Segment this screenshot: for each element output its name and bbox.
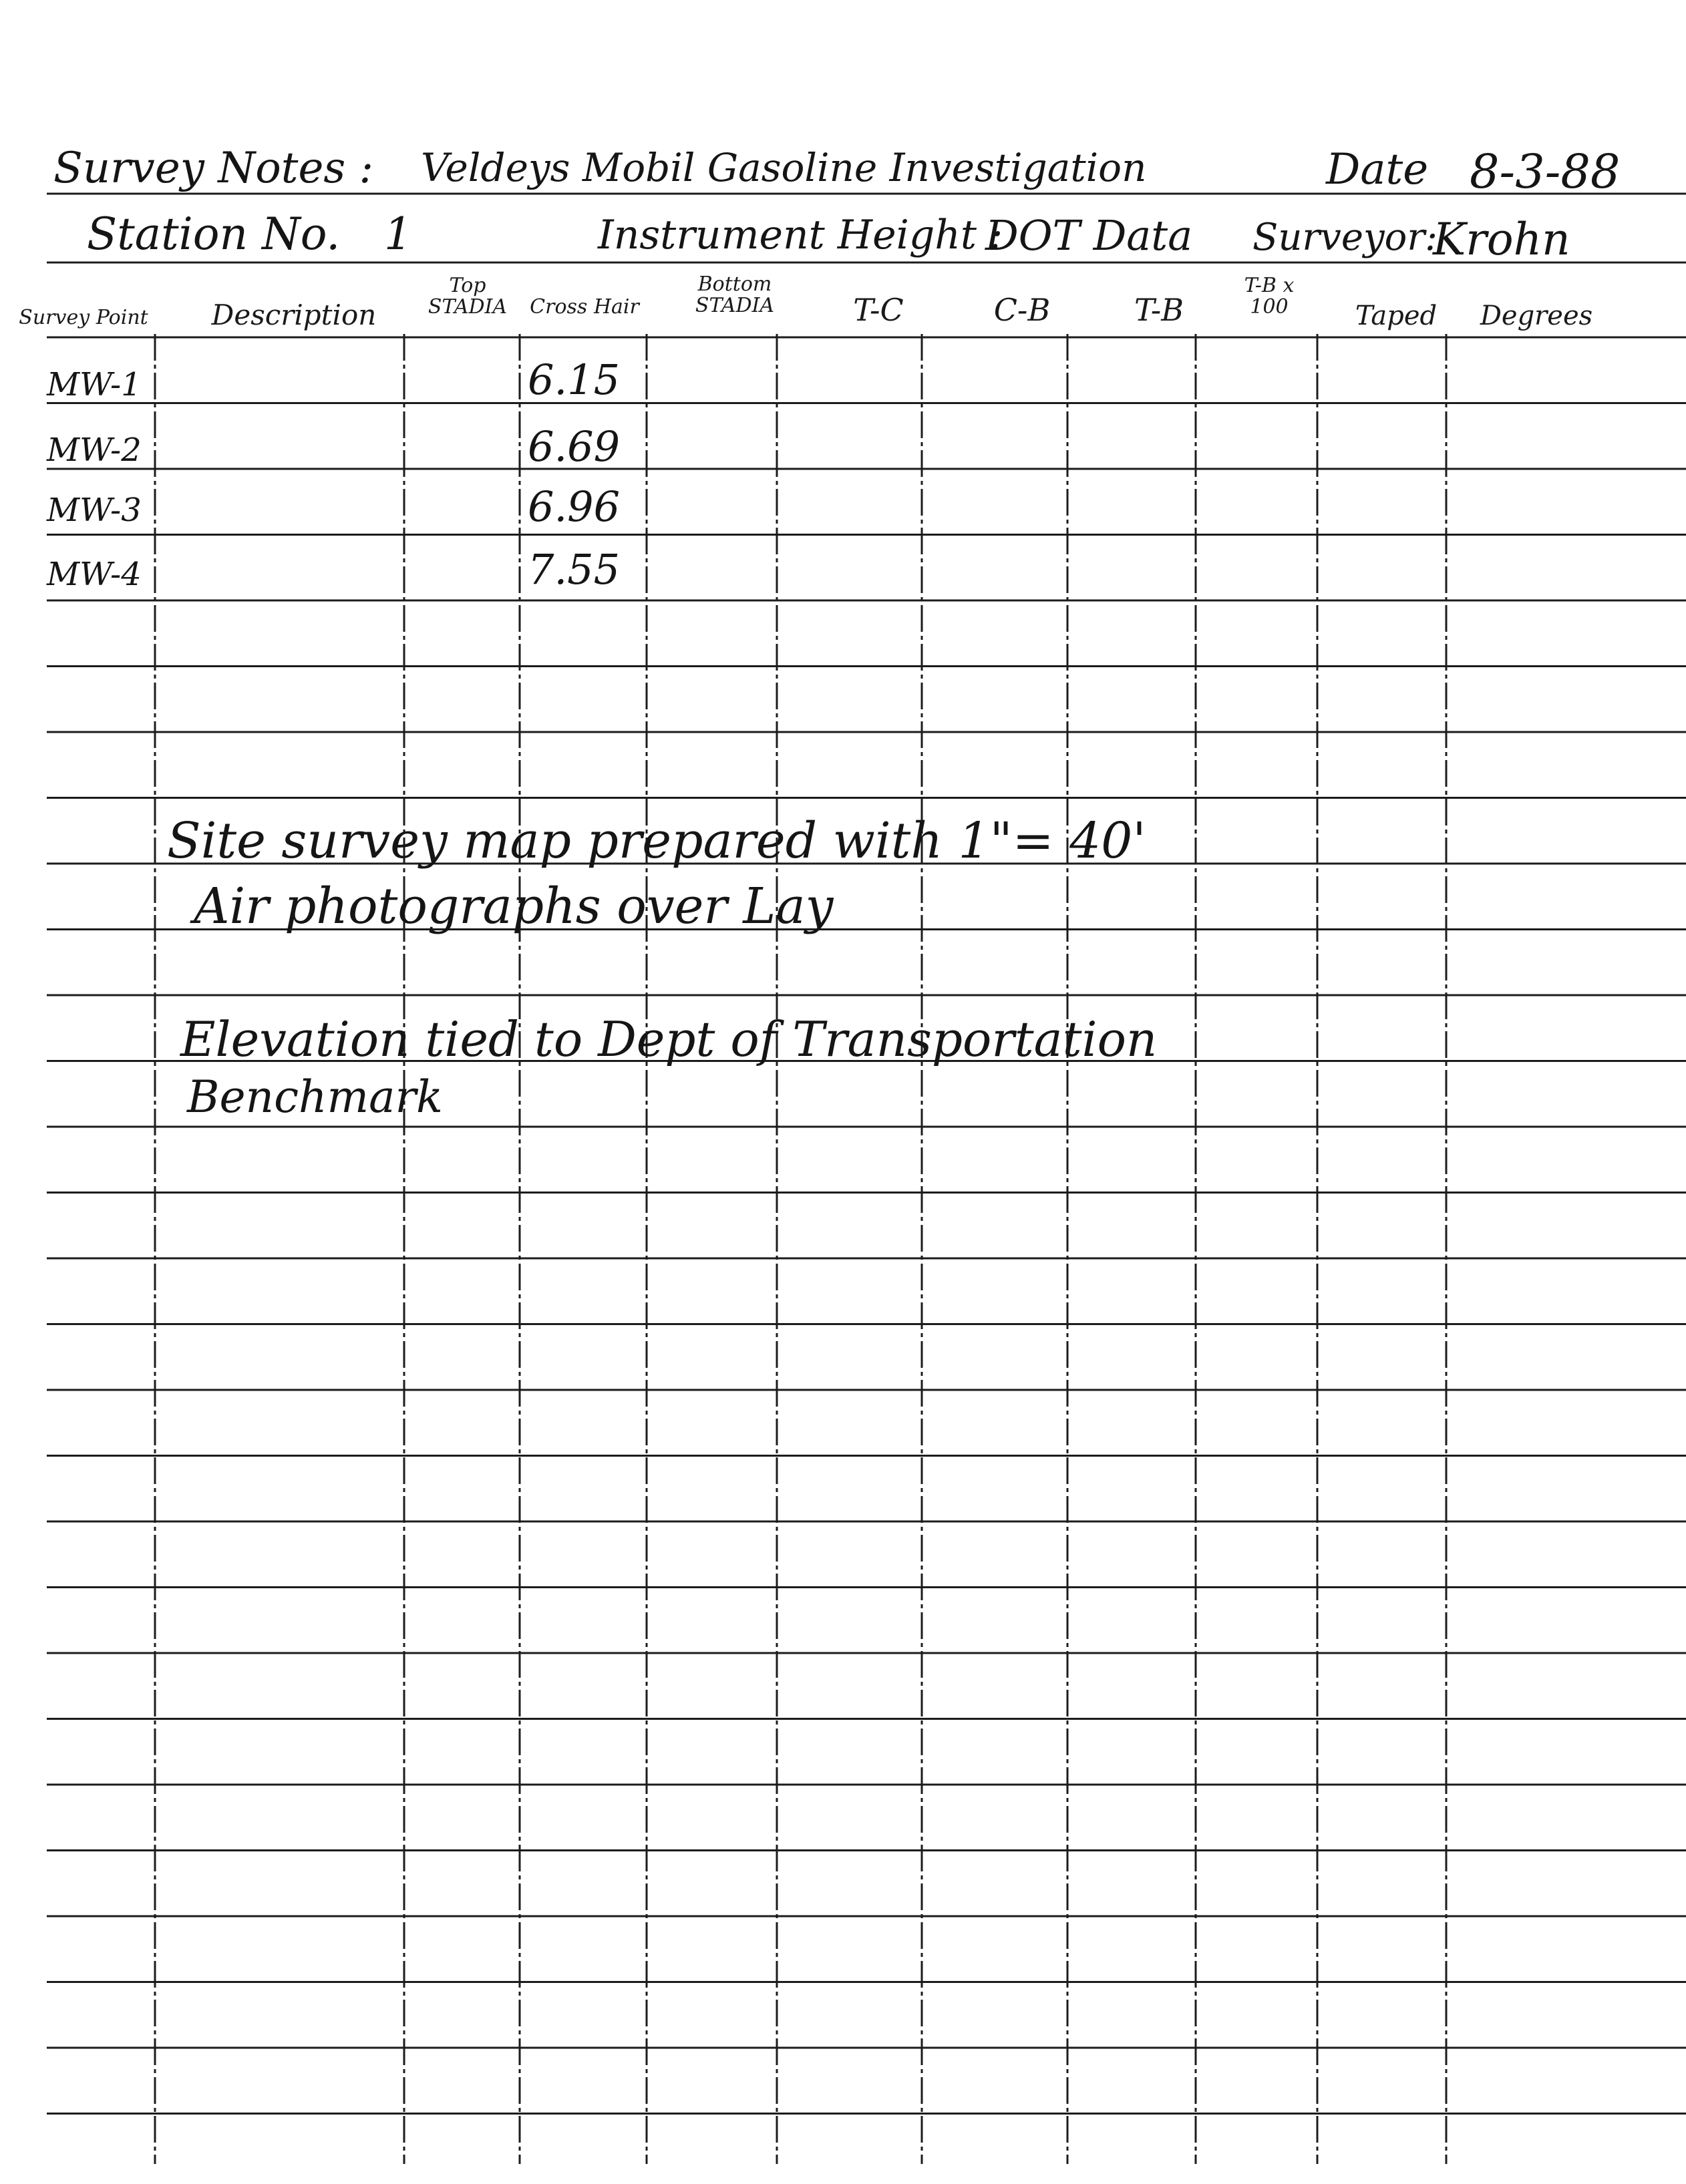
- col-header-bottom-stadia: Bottom STADIA: [695, 272, 775, 317]
- station-label: Station No.: [87, 208, 341, 260]
- table-row-point: MW-1: [47, 366, 142, 403]
- surveyor-value: Krohn: [1433, 214, 1570, 265]
- date-value: 8-3-88: [1470, 144, 1621, 199]
- table-row-cross-hair: 7.55: [528, 545, 621, 594]
- col-header-description: Description: [211, 299, 377, 331]
- table-row-point: MW-4: [47, 556, 142, 593]
- col-header-cross-hair: Cross Hair: [530, 295, 639, 319]
- note-line-3: Elevation tied to Dept of Transportation: [180, 1011, 1158, 1067]
- table-row-point: MW-2: [47, 431, 142, 469]
- note-line-4: Benchmark: [187, 1071, 444, 1123]
- col-header-t-b-x-100: T-B x 100: [1244, 274, 1295, 319]
- project-title: Veldeys Mobil Gasoline Investigation: [421, 145, 1147, 190]
- col-header-degrees: Degrees: [1480, 301, 1593, 331]
- table-row-cross-hair: 6.96: [528, 482, 621, 531]
- col-header-t-c: T-C: [853, 292, 904, 328]
- surveyor-label: Surveyor:: [1252, 216, 1438, 259]
- col-header-c-b: C-B: [993, 292, 1051, 328]
- instrument-height-value: DOT Data: [985, 211, 1193, 260]
- table-row-cross-hair: 6.15: [528, 355, 621, 404]
- col-header-top-stadia: Top STADIA: [428, 274, 508, 319]
- table-row-point: MW-3: [47, 492, 142, 529]
- col-header-taped: Taped: [1355, 301, 1438, 331]
- instrument-height-label: Instrument Height :: [598, 212, 1003, 258]
- col-header-survey-point: Survey Point: [19, 306, 148, 329]
- col-header-t-b: T-B: [1134, 292, 1184, 328]
- survey-notes-label: Survey Notes :: [53, 144, 374, 193]
- note-line-2: Air photographs over Lay: [194, 878, 834, 935]
- date-label: Date: [1326, 145, 1429, 194]
- table-row-cross-hair: 6.69: [528, 422, 621, 471]
- note-line-1: Site survey map prepared with 1"= 40': [167, 812, 1146, 870]
- station-value: 1: [384, 208, 412, 260]
